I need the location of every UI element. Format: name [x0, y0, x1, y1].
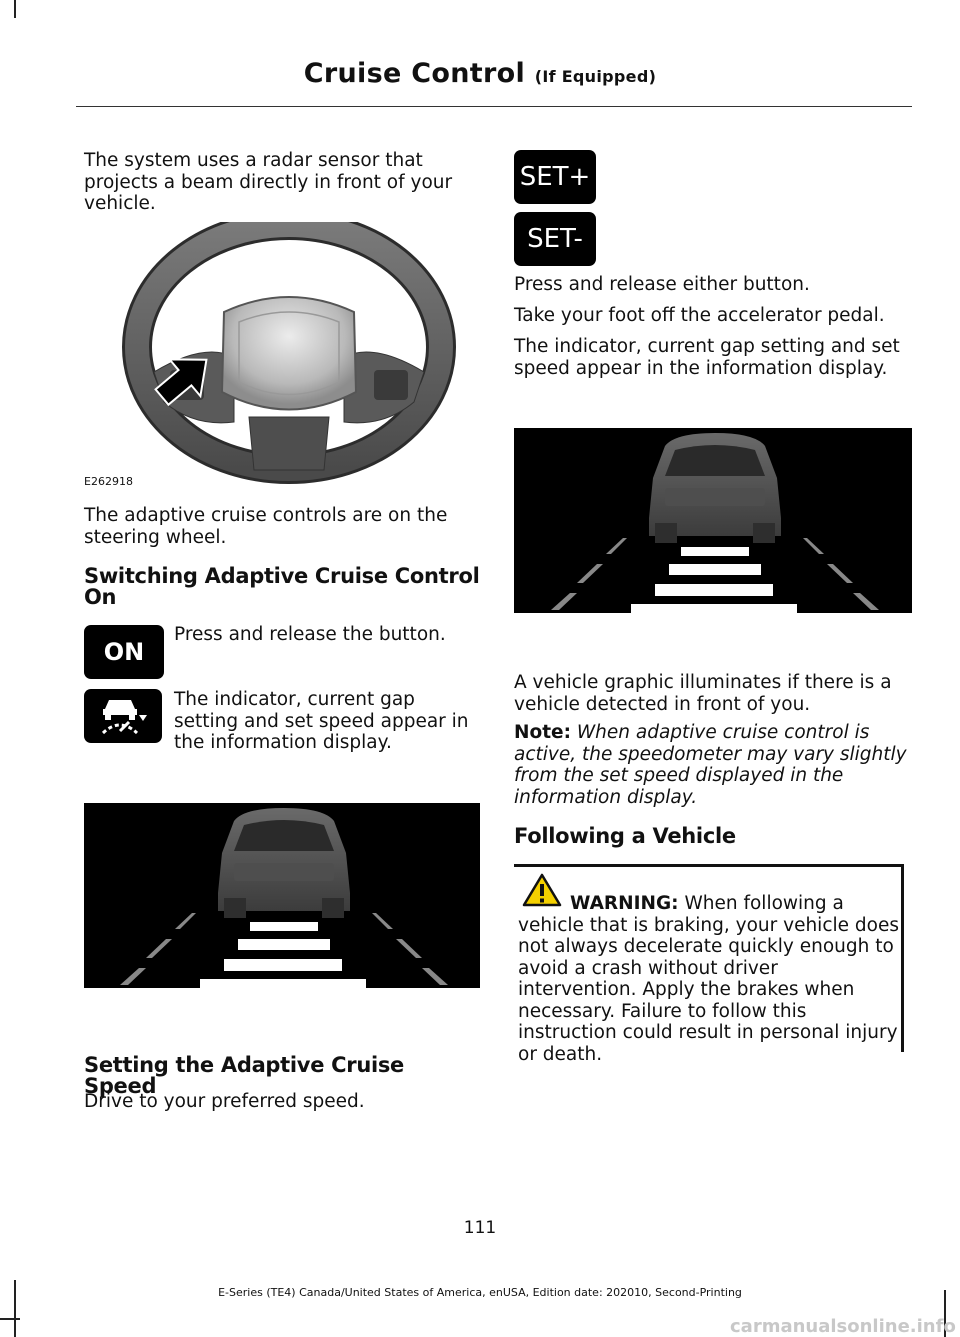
- display-graphic-right: [514, 428, 912, 613]
- adaptive-cruise-indicator-icon: [84, 689, 162, 743]
- display-step: The indicator, current gap setting and set speed appear in the information display.: [514, 336, 900, 379]
- switch-step: Press and release the button.: [174, 624, 446, 645]
- edition-info: E-Series (TE4) Canada/United States of America, enUSA, Edition date: 202010, Second-Printing: [218, 1286, 742, 1299]
- vehicle-graphic-paragraph: A vehicle graphic illuminates if there is a vehicle detected in front of you.: [514, 672, 892, 715]
- warning-label: WARNING:: [570, 893, 679, 914]
- page-title: [0, 58, 960, 89]
- following-display-illustration-right: [514, 428, 912, 613]
- set-plus-key-icon: [514, 150, 596, 204]
- warning-text: When following a vehicle that is braking, your vehicle does not always decelerate quickly enough to avoid a crash without driver intervention. Apply the brakes when necessary. Failure to follow this instruction could result in personal injury or death.: [518, 893, 899, 1065]
- set-plus-label: SET+: [519, 162, 591, 192]
- watermark[interactable]: carmanualsonline.info: [730, 1316, 956, 1337]
- section-heading-setting: Setting the Adaptive Cruise Speed: [84, 1053, 405, 1098]
- section-heading-switching: Switching Adaptive Cruise Control On: [84, 564, 480, 609]
- note-label: Note:: [514, 722, 571, 743]
- set-minus-label: SET-: [527, 224, 583, 254]
- note-text: When adaptive cruise control is active, the speedometer may vary slightly from the set speed displayed in the information display.: [514, 722, 907, 808]
- drive-step: Drive to your preferred speed.: [84, 1091, 365, 1112]
- intro-paragraph: The system uses a radar sensor that projects a beam directly in front of your vehicle.: [84, 150, 453, 214]
- indicator-step: The indicator, current gap setting and set speed appear in the information display.: [174, 689, 469, 753]
- warning-paragraph: [518, 893, 902, 1065]
- controls-paragraph: The adaptive cruise controls are on the steering wheel.: [84, 505, 448, 548]
- on-key-label: ON: [103, 638, 145, 666]
- steering-wheel-illustration: [84, 222, 480, 492]
- figure-code: E262918: [84, 475, 133, 488]
- display-graphic-left: [84, 803, 480, 988]
- note-paragraph: [514, 722, 910, 808]
- page-number: 111: [463, 1218, 497, 1238]
- section-heading-following: Following a Vehicle: [514, 824, 736, 848]
- crop-mark-top-left: [14, 0, 16, 18]
- following-display-illustration: [84, 803, 480, 988]
- page-title-subtitle: (If Equipped): [534, 67, 657, 86]
- steering-wheel-figure: [84, 222, 480, 492]
- on-key-icon: [84, 625, 164, 679]
- set-minus-key-icon: [514, 212, 596, 266]
- page-title-main: Cruise Control: [303, 58, 525, 89]
- press-step: Press and release either button.: [514, 274, 810, 295]
- acc-indicator-icon: [95, 695, 151, 737]
- crop-mark-bottom-left-h: [0, 1318, 20, 1320]
- header-rule: [76, 106, 912, 107]
- foot-step: Take your foot off the accelerator pedal.: [514, 305, 885, 326]
